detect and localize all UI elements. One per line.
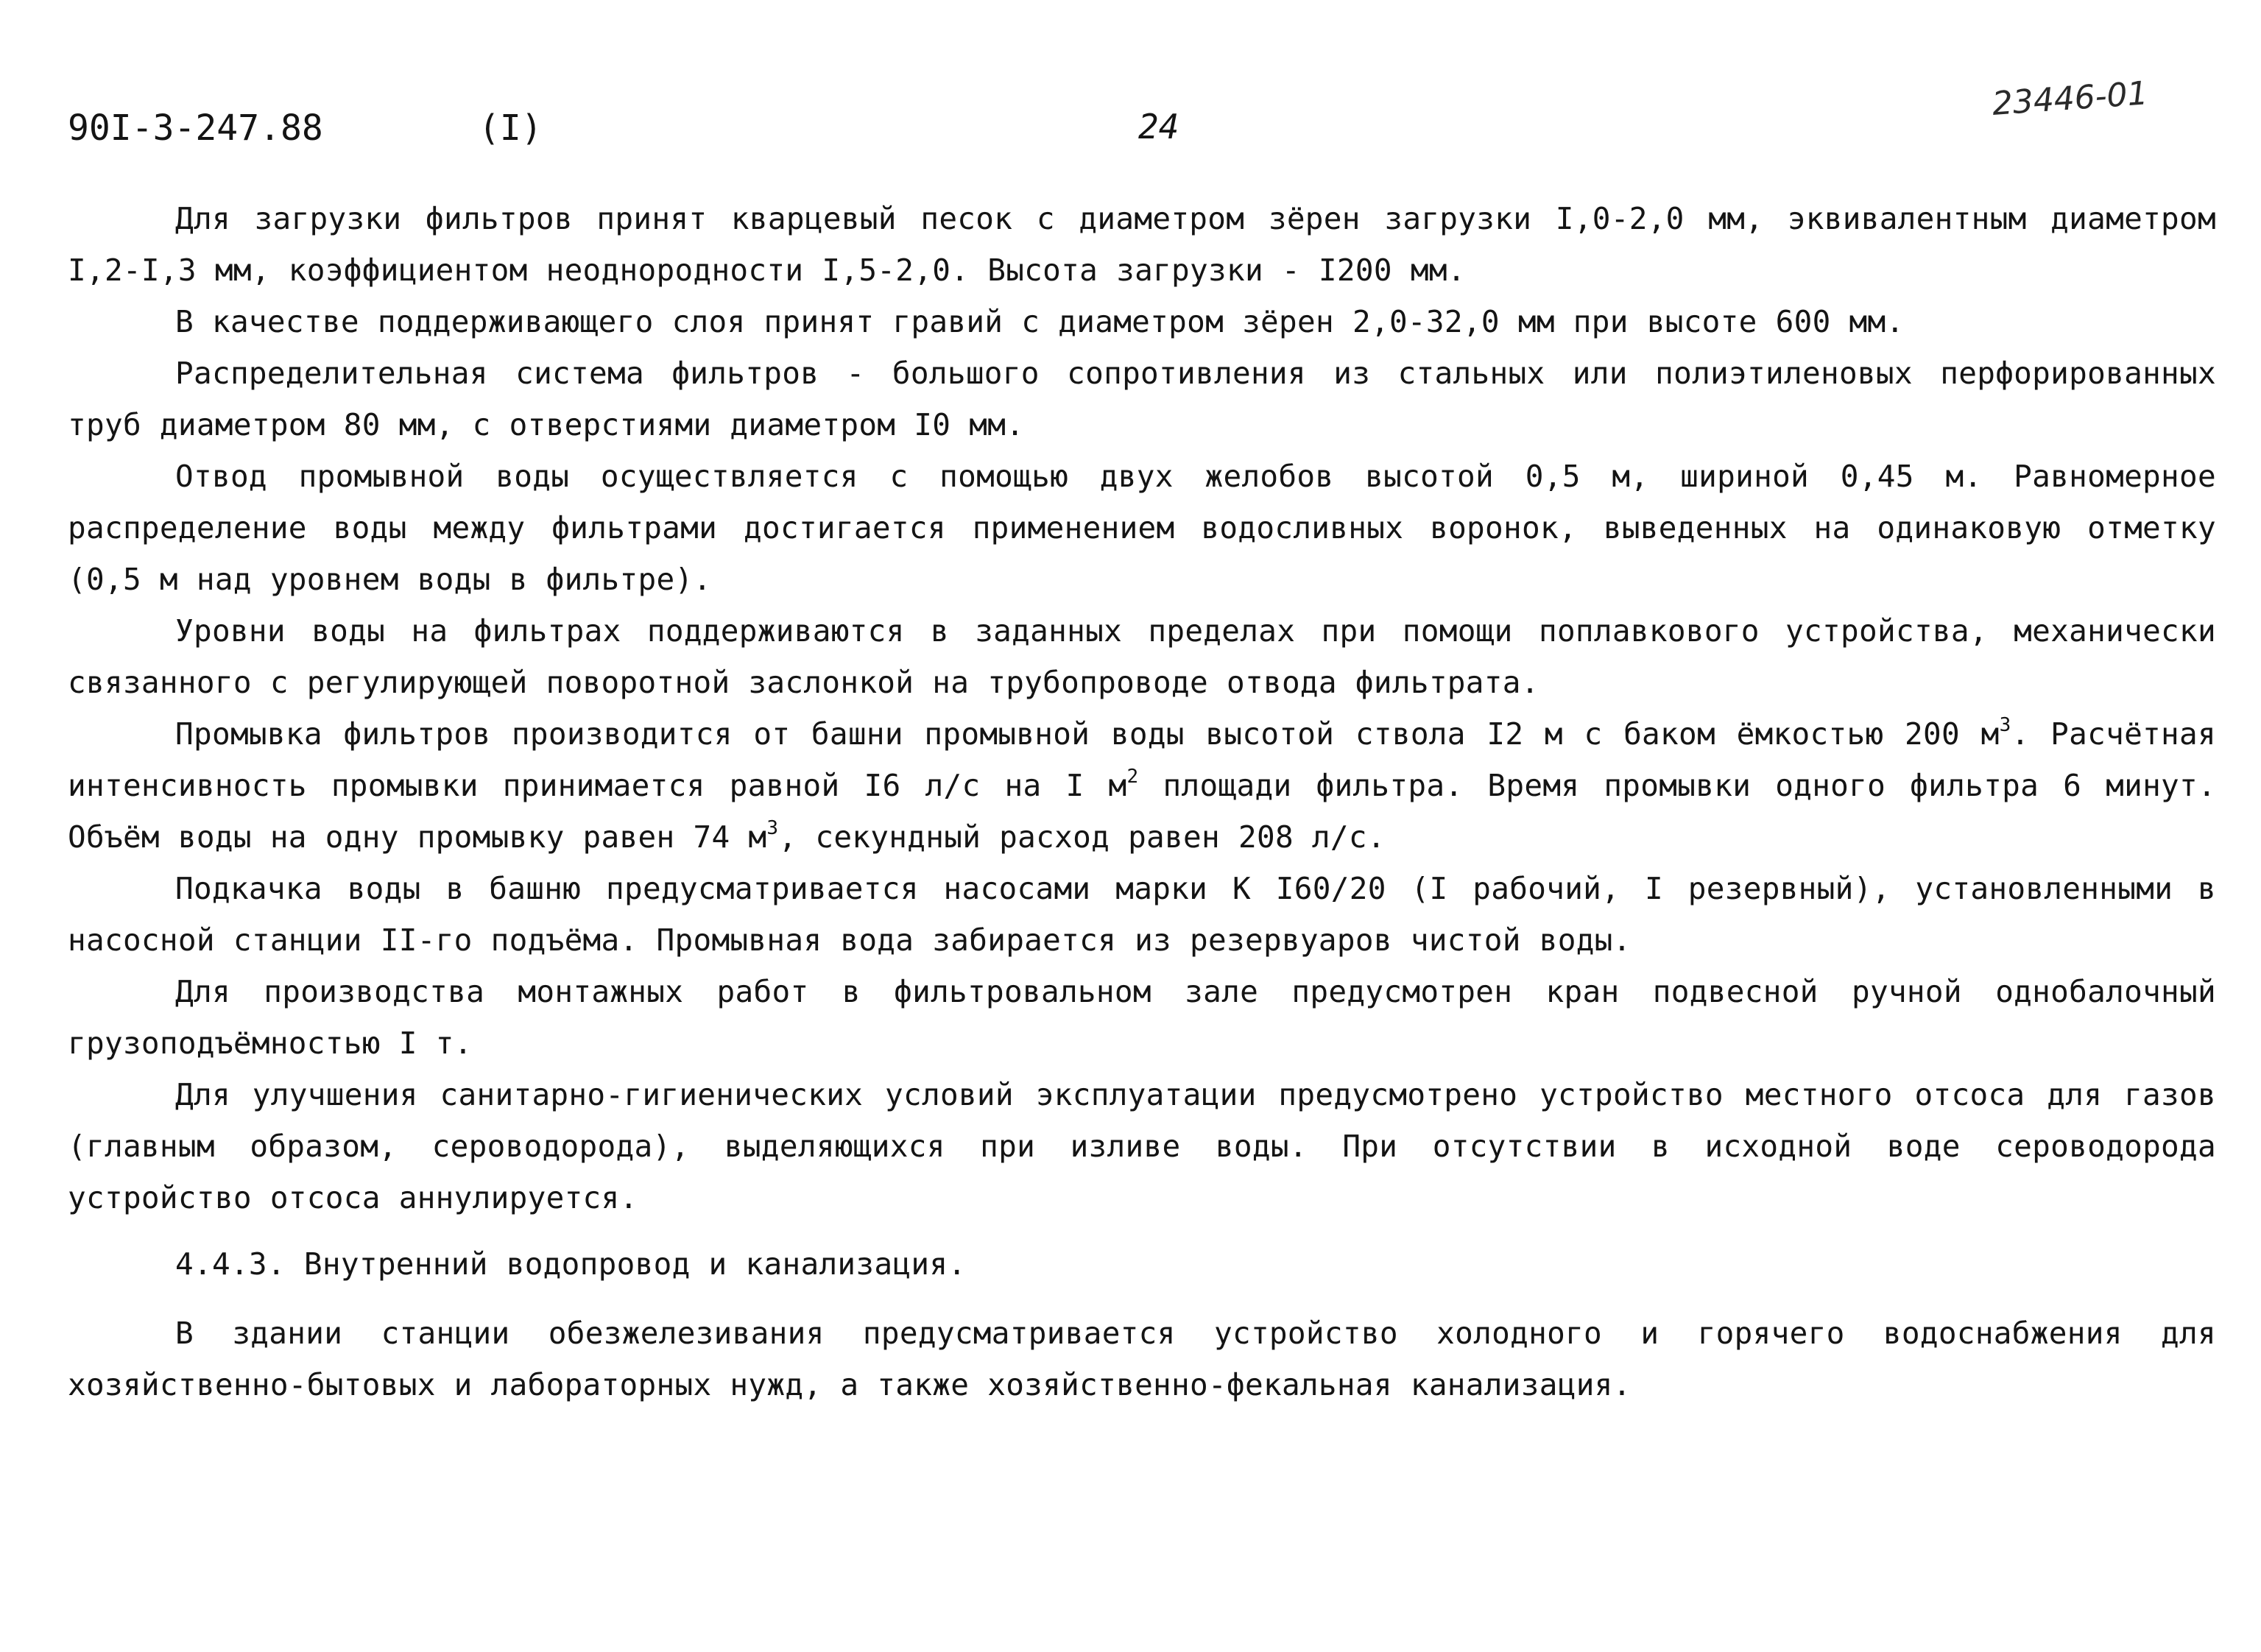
- washing-text-2: . Расчётная интенсивность промывки принимается равной I6 л/с на I м: [68, 716, 2216, 803]
- document-code: 90I-3-247.88: [68, 107, 323, 149]
- superscript-cubic: 3: [1999, 714, 2011, 736]
- paragraph-filter-loading: Для загрузки фильтров принят кварцевый песок с диаметром зёрен загрузки I,0-2,0 мм, эквивалентным диаметром I,2-I,3 мм, коэффициентом неоднородности I,5-2,0. Высота загрузки - I200 мм.: [68, 201, 2216, 288]
- inventory-stamp: 23446-01: [1991, 74, 2150, 123]
- paragraph-water-levels: Уровни воды на фильтрах поддерживаются в заданных пределах при помощи поплавкового устройства, механически связанного с регулирующей поворотной заслонкой на трубопроводе отвода фильтрата.: [68, 613, 2216, 700]
- washing-text-1: Промывка фильтров производится от башни промывной воды высотой ствола I2 м с баком ёмкостью 200 м: [175, 716, 2000, 752]
- page-number: 24: [1138, 107, 1179, 147]
- document-body: [68, 193, 2216, 1411]
- paragraph-pumping: Подкачка воды в башню предусматривается насосами марки К I60/20 (I рабочий, I резервный), установленными в насосной станции II-го подъёма. Промывная вода забирается из резервуаров чистой воды.: [68, 871, 2216, 958]
- superscript-cubic-2: 3: [766, 817, 779, 839]
- washing-text-3: площади фильтра. Время промывки одного фильтра 6 минут. Объём воды на одну промывку равен 74 м: [68, 768, 2217, 855]
- washing-text-4: , секундный расход равен 208 л/с.: [778, 819, 1386, 855]
- paragraph-support-layer: В качестве поддерживающего слоя принят гравий с диаметром зёрен 2,0-32,0 мм при высоте 600 мм.: [175, 304, 1905, 339]
- paragraph-water-supply: В здании станции обезжелезивания предусматривается устройство холодного и горячего водоснабжения для хозяйственно-бытовых и лабораторных нужд, а также хозяйственно-фекальная канализация.: [68, 1316, 2216, 1402]
- paragraph-filter-washing: [68, 708, 2216, 863]
- paragraph-wash-water-drain: Отвод промывной воды осуществляется с помощью двух желобов высотой 0,5 м, шириной 0,45 м. Равномерное распределение воды между фильтрами достигается применением водосливных воронок, выведенных на одинаковую отметку (0,5 м над уровнем воды в фильтре).: [68, 459, 2216, 597]
- paragraph-distribution-system: Распределительная система фильтров - большого сопротивления из стальных или полиэтиленовых перфорированных труб диаметром 80 мм, с отверстиями диаметром I0 мм.: [68, 356, 2216, 442]
- paragraph-crane: Для производства монтажных работ в фильтровальном зале предусмотрен кран подвесной ручной однобалочный грузоподъёмностью I т.: [68, 974, 2216, 1061]
- paragraph-ventilation: Для улучшения санитарно-гигиенических условий эксплуатации предусмотрено устройство местного отсоса для газов (главным образом, сероводорода), выделяющихся при изливе воды. При отсутствии в исходной воде сероводорода устройство отсоса аннулируется.: [68, 1077, 2216, 1215]
- document-part: (I): [479, 107, 543, 149]
- section-heading: 4.4.3. Внутренний водопровод и канализация.: [175, 1246, 967, 1282]
- superscript-square: 2: [1126, 766, 1139, 788]
